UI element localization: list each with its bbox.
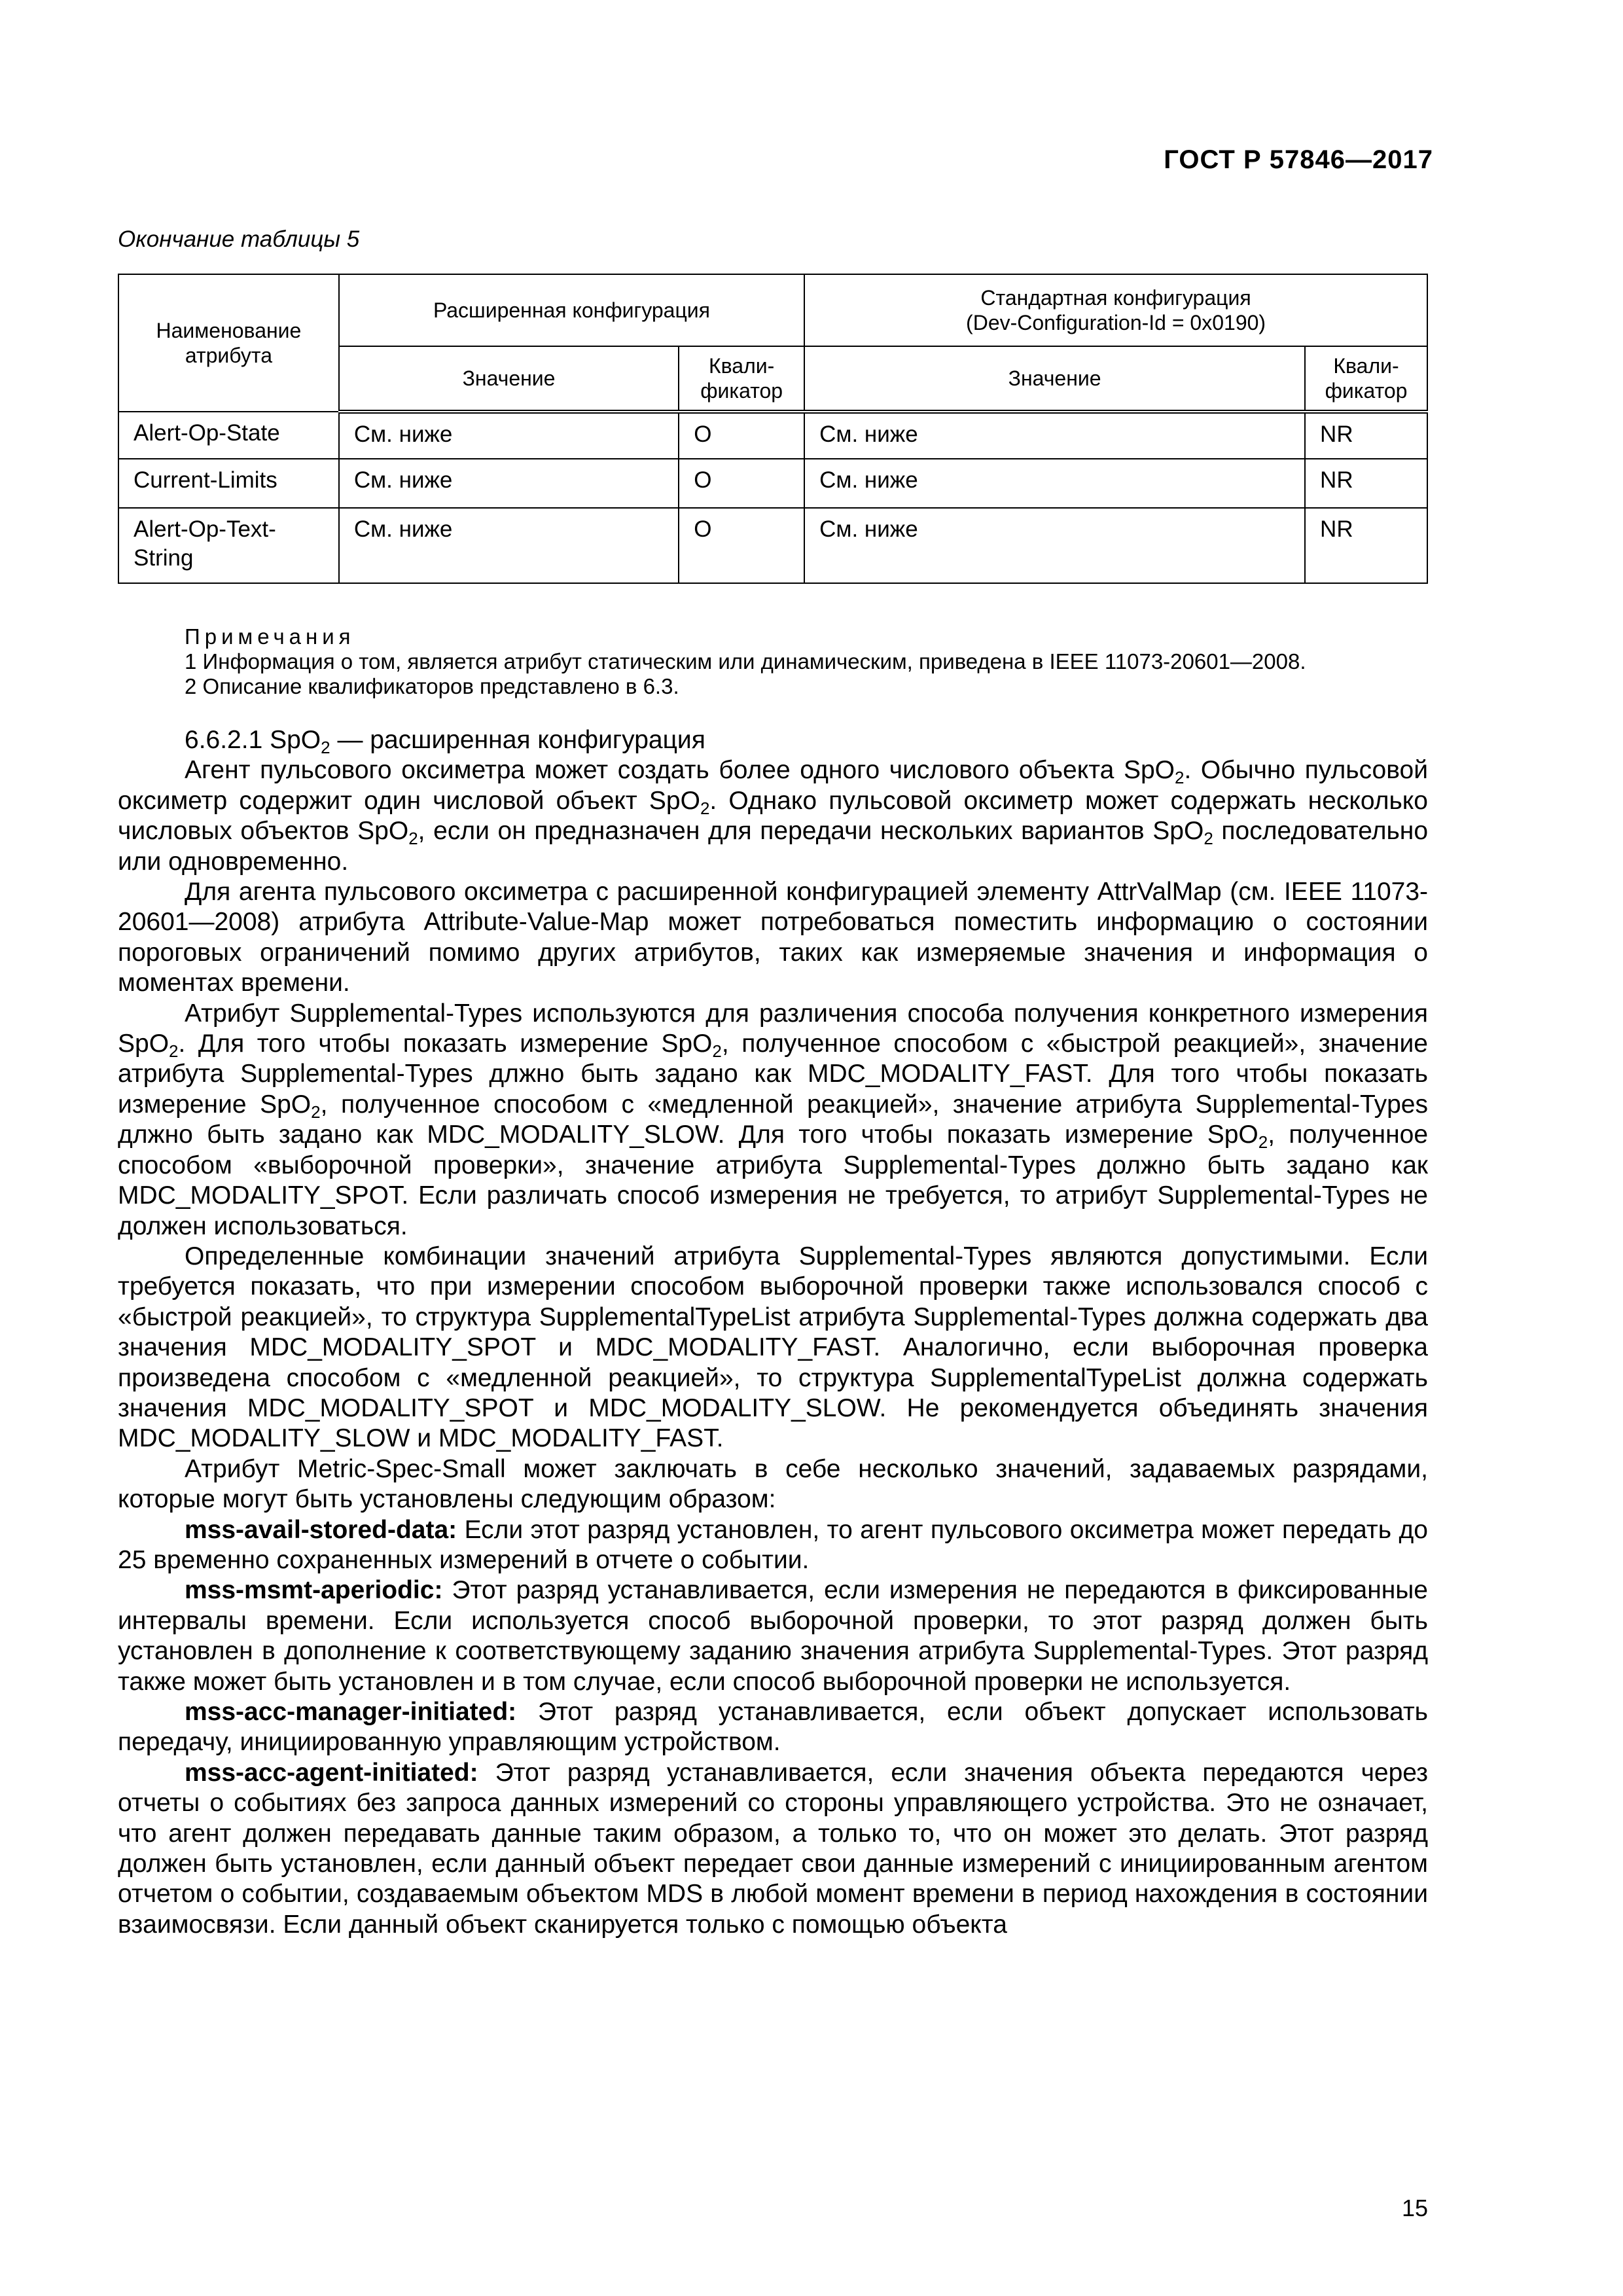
bit-definition: mss-avail-stored-data: Если этот разряд установлен, то агент пульсового оксиметра может передать до 25 временно сохраненных измерений в отчете о событии. [118,1515,1428,1574]
table-row [118,508,1427,583]
body-text [118,725,1428,1940]
header-ext-qualifier-line2: фикатор [700,379,783,403]
row-ext-value: См. ниже [339,412,679,459]
table-caption: Окончание таблицы 5 [118,226,360,252]
header-std-qualifier-line2: фикатор [1325,379,1408,403]
table-row [118,412,1427,459]
bit-term: mss-avail-stored-data: [185,1515,457,1544]
paragraph: Для агента пульсового оксиметра с расширенной конфигурацией элементу AttrValMap (см. IEEE 11073-20601—2008) атрибута Attribute-Value-Map может потребоваться поместить информацию о состоянии пороговых ограничений помимо других атрибутов, таких как измеряемые значения и информация о моментах времени. [118,878,1428,997]
row-attribute-name: Alert-Op-Text-String [118,508,339,583]
page-number: 15 [1401,2195,1428,2221]
bit-term: mss-acc-agent-initiated: [185,1758,478,1787]
row-std-value: См. ниже [804,508,1305,583]
attributes-table [118,274,1428,584]
paragraph: Атрибут Supplemental-Types используются для различения способа получения конкретного измерения SpO$_2$. Для того чтобы показать измерение SpO$_2$, полученное способом с «быстрой реакцией», значение атрибута Supplemental-Types длжно быть задано как MDC_MODALITY_FAST. Для того чтобы показать измерение SpO$_2$, полученное способом с «медленной реакцией», значение атрибута Supplemental-Types длжно быть задано как MDC_MODALITY_SLOW. Для того чтобы показать измерение SpO$_2$, полученное способом «выборочной проверки», значение атрибута Supplemental-Types должно быть задано как MDC_MODALITY_SPOT. Если различать способ измерения не требуется, то атрибут Supplemental-Types не должен использоваться. [118,999,1429,1240]
row-ext-qualifier: O [679,508,804,583]
header-std-qualifier [1305,346,1427,412]
paragraph: Атрибут Metric-Spec-Small может заключать в себе несколько значений, задаваемых разрядами, которые могут быть установлены следующим образом: [118,1454,1428,1514]
header-ext-qualifier [679,346,804,412]
bit-definition: mss-acc-manager-initiated: Этот разряд устанавливается, если объект допускает использовать передачу, инициированную управляющим устройством. [118,1698,1428,1757]
header-extended-config: Расширенная конфигурация [339,274,804,346]
bit-term: mss-acc-manager-initiated: [185,1698,517,1726]
section-heading: 6.6.2.1 SpO$_2$ — расширенная конфигурация [185,726,705,757]
paragraph: Определенные комбинации значений атрибута Supplemental-Types являются допустимыми. Если требуется показать, что при измерении способом выборочной проверки также использовался способ с «быстрой реакцией», то структура SupplementalTypeList атрибута Supplemental-Types должна содержать два значения MDC_MODALITY_SPOT и MDC_MODALITY_FAST. Аналогично, если выборочная проверка произведена способом с «медленной реакцией», то структура SupplementalTypeList должна содержать значения MDC_MODALITY_SPOT и MDC_MODALITY_SLOW. Не рекомендуется объединять значения MDC_MODALITY_SLOW и MDC_MODALITY_FAST. [118,1242,1428,1453]
note-item: 1 Информация о том, является атрибут статическим или динамическим, приведена в IEEE 11073-20601—2008. [185,649,1306,673]
note-item: 2 Описание квалификаторов представлено в 6.3. [185,674,679,698]
bit-definition: mss-acc-agent-initiated: Этот разряд устанавливается, если значения объекта передаются через отчеты о событиях без запроса данных измерений со стороны управляющего устройства. Это не означает, что агент должен передавать данные таким образом, а только то, что он может это делать. Этот разряд должен быть установлен, если данный объект передает свои данные измерений с инициированным агентом отчетом о событии, создаваемым объектом MDS в любой момент времени в период нахождения в состоянии взаимосвязи. Если данный объект сканируется только с помощью объекта [118,1758,1428,1939]
row-std-qualifier: NR [1305,508,1427,583]
row-ext-value: См. ниже [339,459,679,508]
header-ext-value: Значение [339,346,679,412]
paragraph: Агент пульсового оксиметра может создать более одного числового объекта SpO$_2$. Обычно пульсовой оксиметр содержит один числовой объект SpO$_2$. Однако пульсовой оксиметр может содержать несколько числовых объектов SpO$_2$, если он предназначен для передачи нескольких вариантов SpO$_2$ последовательно или одновременно. [118,756,1429,876]
notes-heading: Примечания [185,624,355,649]
header-attribute-name: Наименование атрибута [118,274,339,412]
table-notes [185,624,1428,699]
row-std-qualifier: NR [1305,412,1427,459]
header-standard-config-line2: (Dev-Configuration-Id = 0x0190) [966,311,1266,334]
header-standard-config [804,274,1427,346]
row-attribute-name: Current-Limits [118,459,339,508]
table-row [118,459,1427,508]
row-ext-value: См. ниже [339,508,679,583]
row-std-value: См. ниже [804,459,1305,508]
bit-term: mss-msmt-aperiodic: [185,1576,443,1605]
row-ext-qualifier: O [679,412,804,459]
header-std-qualifier-line1: Квали- [1333,354,1399,378]
header-std-value: Значение [804,346,1305,412]
bit-definition: mss-msmt-aperiodic: Этот разряд устанавливается, если измерения не передаются в фиксированные интервалы времени. Если используется способ выборочной проверки, то этот разряд должен быть установлен в дополнение к соответствующему заданию значения атрибута Supplemental-Types. Этот разряд также может быть установлен и в том случае, если способ выборочной проверки не используется. [118,1576,1428,1696]
header-standard-config-line1: Стандартная конфигурация [980,286,1251,310]
header-ext-qualifier-line1: Квали- [709,354,775,378]
row-attribute-name: Alert-Op-State [118,412,339,459]
row-std-value: См. ниже [804,412,1305,459]
row-std-qualifier: NR [1305,459,1427,508]
row-ext-qualifier: O [679,459,804,508]
document-code: ГОСТ Р 57846—2017 [1164,145,1433,174]
